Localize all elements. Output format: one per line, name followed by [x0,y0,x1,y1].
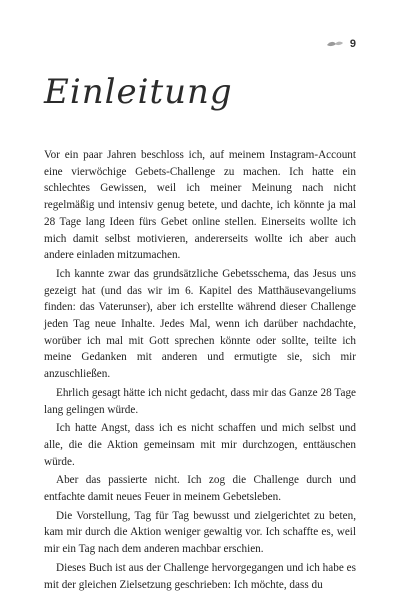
paragraph: Ehrlich gesagt hätte ich nicht gedacht, dass mir das Ganze 28 Tage lang gelingen würde. [44,386,356,416]
page-number: 9 [349,38,356,50]
paragraph: Vor ein paar Jahren beschloss ich, auf meinem Instagram-Account eine vierwöchige Gebets-Challenge zu machen. Ich hatte ein schlechtes Gewissen, weil ich meiner Meinung nach nicht regelmäßig und intensiv genug betete, und dachte, ich könnte ja mal 28 Tage lang Ideen fürs Gebet online stellen. Einerseits wollte ich mich damit selbst motivieren, andererseits wollte ich aber auch andere einladen mitzumachen. [44,149,356,262]
paragraph: Die Vorstellung, Tag für Tag bewusst und zielgerichtet zu beten, kam mir durch die Aktion weniger gewaltig vor. Ich schaffte es, weil mir ein Tag nach dem anderen machbar erschien. [44,509,356,556]
paragraph: Dieses Buch ist aus der Challenge hervorgegangen und ich habe es mit der gleichen Zielsetzung geschrieben: Ich möchte, dass du [44,561,356,591]
paragraph: Ich kannte zwar das grundsätzliche Gebetsschema, das Jesus uns gezeigt hat (und das wir im 6. Kapitel des Matthäusevangeliums finden: das Vaterunser), aber ich erstellte während dieser Challenge jeden Tag neue Inhalte. Jedes Mal, wenn ich darüber nachdachte, worüber ich mal mit Gott sprechen könnte oder sollte, teilte ich meine Gedanken mit anderen und ermutigte sie, sich mir anzuschließen. [44,267,356,381]
paragraph: Aber das passierte nicht. Ich zog die Challenge durch und entfachte damit neues Feuer in meinem Gebetsleben. [44,474,356,504]
chapter-title: Einleitung [44,72,233,112]
paragraph: Ich hatte Angst, dass ich es nicht schaffen und mich selbst und alle, die die Aktion gemeinsam mit mir durchzogen, enttäuschen würde. [44,422,356,468]
leaf-ornament-icon [326,39,344,49]
body-text [44,147,356,595]
page-header [326,38,356,50]
